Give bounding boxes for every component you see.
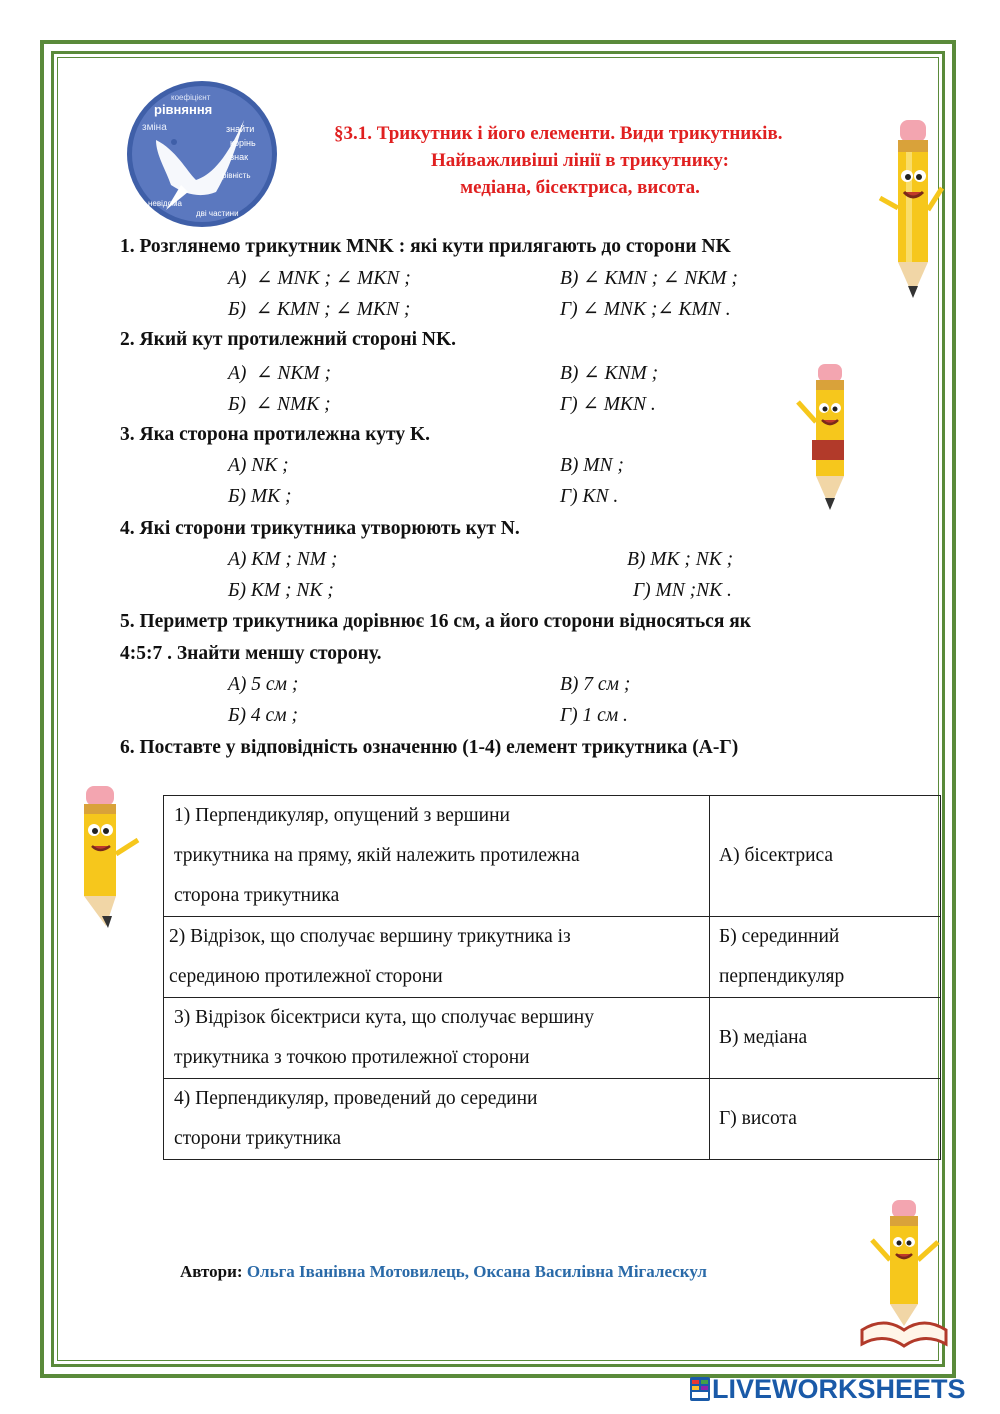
q2-option-v[interactable] [560,361,658,385]
q1-option-b[interactable]: Б) ∠ KMN ; ∠ MKN ; [228,299,411,320]
option-angle: KMN [276,299,320,320]
authors-line [180,1262,707,1282]
angle-symbol: ∠ [582,299,599,320]
logo-word: знак [230,152,249,162]
live-badge-icon [690,1377,710,1401]
angle-symbol: ∠ [256,363,273,384]
logo-word: корінь [230,138,256,148]
angle-symbol: ∠ [663,268,680,289]
q2-option-g[interactable] [560,392,656,416]
pencil-reading-icon [790,362,862,512]
option-angle: MKN [603,394,646,415]
element-cell[interactable] [710,1079,941,1160]
definition-line: 1) Перпендикуляр, опущений з вершини [174,805,510,826]
angle-symbol: ∠ [657,299,674,320]
option-angle: MKN [356,299,399,320]
q1-option-a[interactable]: А) ∠ MNK ; ∠ MKN ; [228,268,411,289]
definition-line: сторона трикутника [174,885,340,906]
logo-word: знайти [226,124,255,134]
question-5: 5. Периметр трикутника дорівнює 16 см, а його сторони відносяться як [120,611,752,632]
angle-symbol: ∠ [582,394,599,415]
definition-line: трикутника з точкою протилежної сторони [174,1047,530,1068]
option-angle: NKM [684,268,727,289]
q3-option-v[interactable]: В) MN ; [560,455,624,476]
authors-label: Автори: [180,1262,243,1281]
element-line: Г) висота [719,1108,797,1129]
page-title [300,120,860,201]
q4-option-v[interactable]: В) MK ; NK ; [627,549,734,570]
logo-word: рівність [222,171,251,180]
definition-cell [164,998,710,1079]
question-3: 3. Яка сторона протилежна куту K. [120,424,431,445]
q4-option-b[interactable]: Б) KM ; NK ; [228,580,334,601]
logo-word: невідома [148,199,182,208]
element-line: Б) серединний [719,926,840,947]
option-angle: KMN [604,268,647,289]
q3-option-g[interactable]: Г) KN . [560,486,619,507]
option-end: ; [324,394,331,415]
question-5-line-2: 4:5:7 . Знайти меншу сторону. [120,643,382,664]
option-label: В) [560,363,579,384]
angle-symbol: ∠ [583,268,600,289]
q5-option-a[interactable]: А) 5 см ; [228,674,299,695]
question-4: 4. Які сторони трикутника утворюють кут N. [120,518,520,539]
option-angle: NKM [277,363,320,384]
option-label: Г) [560,394,578,415]
q2-option-a[interactable] [228,361,331,385]
option-label: Б) [228,394,246,415]
definition-cell [164,917,710,998]
authors-names: Ольга Іванівна Мотовилець, Оксана Василівна Мігалескул [246,1262,707,1281]
option-angle: KMN [678,299,721,320]
table-row [164,917,941,998]
table-row [164,998,941,1079]
option-end: ; [731,268,738,289]
definition-line: трикутника на пряму, якій належить протилежна [174,845,580,866]
option-angle: KNM [604,363,647,384]
angle-symbol: ∠ [335,268,353,289]
definition-line: 2) Відрізок, що сполучає вершину трикутника із [169,926,571,947]
logo-word: коефіцієнт [171,93,211,102]
q3-option-a[interactable]: А) NK ; [228,455,289,476]
definition-cell [164,796,710,917]
dove-word-cloud-logo [126,80,278,228]
logo-word: дві частини [196,209,239,218]
q3-option-b[interactable]: Б) MK ; [228,486,292,507]
option-angle: NMK [276,394,320,415]
definition-line: серединою протилежної сторони [169,966,443,987]
question-2: 2. Який кут протилежний стороні NK. [120,329,457,350]
q1-option-g[interactable]: Г) ∠ MNK ;∠ KMN . [560,299,731,320]
element-cell[interactable] [710,998,941,1079]
q4-option-g[interactable]: Г) MN ;NK . [633,580,732,601]
option-end: . [725,299,731,320]
question-6: 6. Поставте у відповідність означенню (1-4) елемент трикутника (А-Г) [120,737,739,758]
option-end: ; [404,268,411,289]
angle-symbol: ∠ [255,299,273,320]
option-end: ; [651,363,659,384]
matching-table [163,795,941,1160]
option-angle: MNK [603,299,646,320]
title-line-1: §3.1. Трикутник і його елементи. Види трикутників. [334,123,783,144]
element-cell[interactable] [710,796,941,917]
option-angle: MKN [357,268,400,289]
title-line-3: медіана, бісектриса, висота. [460,177,700,198]
pencil-waving-icon [68,784,146,930]
option-angle: MNK [277,268,320,289]
angle-symbol: ∠ [255,394,273,415]
q1-option-v[interactable]: В) ∠ KMN ; ∠ NKM ; [560,268,738,289]
element-cell[interactable] [710,917,941,998]
element-line: А) бісектриса [719,845,834,866]
q2-option-b[interactable] [228,392,331,416]
question-1: 1. Розглянемо трикутник MNK : які кути прилягають до сторони NK [120,236,731,257]
logo-word: зміна [142,122,167,133]
title-line-2: Найважливіші лінії в трикутнику: [431,150,729,171]
option-end: ; [403,299,411,320]
brand-name: LIVEWORKSHEETS [712,1374,966,1404]
q4-option-a[interactable]: А) KM ; NM ; [228,549,338,570]
pencil-book-icon [858,1198,948,1350]
element-line: В) медіана [719,1027,808,1048]
angle-symbol: ∠ [256,268,273,289]
definition-cell [164,1079,710,1160]
table-row [164,1079,941,1160]
angle-symbol: ∠ [583,363,600,384]
definition-line: 4) Перпендикуляр, проведений до середини [174,1088,538,1109]
q5-option-g[interactable]: Г) 1 см . [560,705,628,726]
option-label: Б) [228,299,246,320]
angle-symbol: ∠ [335,299,352,320]
element-line: перпендикуляр [719,966,845,987]
liveworksheets-brand[interactable] [690,1374,966,1405]
option-end: . [650,394,656,415]
definition-line: сторони трикутника [174,1128,342,1149]
option-label: Г) [560,299,578,320]
option-end: ; [324,363,332,384]
table-row [164,796,941,917]
option-label: В) [560,268,579,289]
logo-word: рівняння [154,102,213,117]
definition-line: 3) Відрізок бісектриси кута, що сполучає вершину [174,1007,594,1028]
option-label: А) [228,363,247,384]
q5-option-b[interactable]: Б) 4 см ; [228,705,298,726]
pencil-mascot-icon [872,118,946,304]
q5-option-v[interactable]: В) 7 см ; [560,674,631,695]
option-label: А) [228,268,247,289]
